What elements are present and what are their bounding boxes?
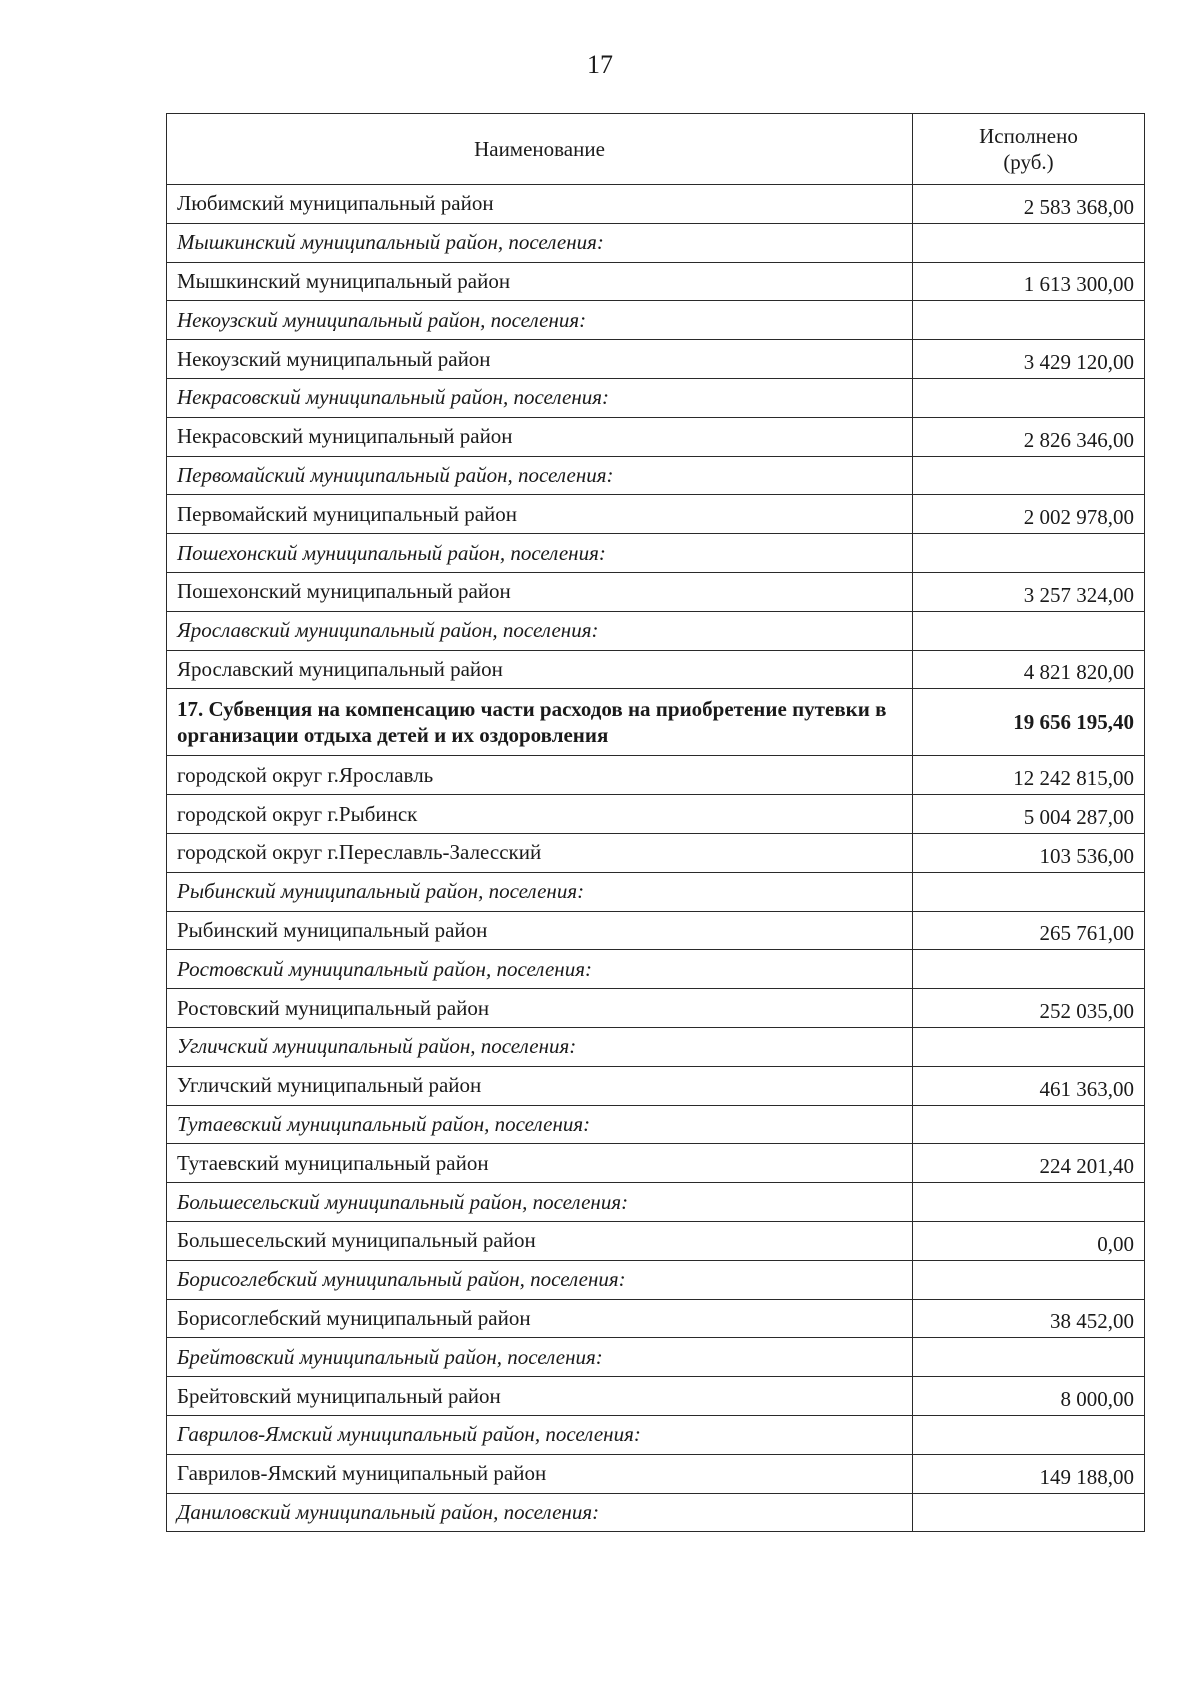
row-name-cell: Ростовский муниципальный район — [167, 989, 913, 1028]
row-amount-cell: 224 201,40 — [913, 1144, 1145, 1183]
row-name-cell: Тутаевский муниципальный район — [167, 1144, 913, 1183]
row-amount-cell: 38 452,00 — [913, 1299, 1145, 1338]
row-amount-cell: 19 656 195,40 — [913, 689, 1145, 756]
row-amount-cell: 103 536,00 — [913, 833, 1145, 872]
row-amount-cell — [913, 1027, 1145, 1066]
table-row — [167, 1299, 1145, 1338]
column-header-amount — [913, 114, 1145, 185]
row-name-cell: Некрасовский муниципальный район — [167, 417, 913, 456]
row-amount-cell — [913, 1338, 1145, 1377]
table-header — [167, 114, 1145, 185]
row-amount-cell — [913, 378, 1145, 417]
row-name-cell: Рыбинский муниципальный район, поселения: — [167, 872, 913, 911]
row-amount-cell: 265 761,00 — [913, 911, 1145, 950]
row-amount-cell — [913, 1260, 1145, 1299]
row-amount-cell: 0,00 — [913, 1221, 1145, 1260]
row-amount-cell: 2 002 978,00 — [913, 495, 1145, 534]
row-name-cell: Гаврилов-Ямский муниципальный район — [167, 1454, 913, 1493]
row-name-cell: Пошехонский муниципальный район — [167, 572, 913, 611]
row-name-cell: Любимский муниципальный район — [167, 185, 913, 224]
table-row — [167, 872, 1145, 911]
row-amount-cell: 8 000,00 — [913, 1377, 1145, 1416]
row-name-cell: Угличский муниципальный район, поселения: — [167, 1027, 913, 1066]
column-header-amount-line2: (руб.) — [1003, 150, 1054, 174]
row-amount-cell — [913, 1415, 1145, 1454]
row-name-cell: городской округ г.Ярославль — [167, 756, 913, 795]
table-row — [167, 756, 1145, 795]
row-name-cell: Гаврилов-Ямский муниципальный район, поселения: — [167, 1415, 913, 1454]
column-header-amount-line1: Исполнено — [979, 124, 1078, 148]
row-amount-cell — [913, 872, 1145, 911]
row-name-cell: Мышкинский муниципальный район — [167, 262, 913, 301]
row-name-cell: Борисоглебский муниципальный район — [167, 1299, 913, 1338]
table-row — [167, 611, 1145, 650]
table-row — [167, 301, 1145, 340]
row-name-cell: 17. Субвенция на компенсацию части расходов на приобретение путевки в организации отдыха детей и их оздоровления — [167, 689, 913, 756]
table-row — [167, 1260, 1145, 1299]
row-amount-cell — [913, 301, 1145, 340]
table-row — [167, 262, 1145, 301]
row-amount-cell — [913, 950, 1145, 989]
table-row — [167, 1338, 1145, 1377]
table-row — [167, 1221, 1145, 1260]
table-row — [167, 1066, 1145, 1105]
row-amount-cell: 4 821 820,00 — [913, 650, 1145, 689]
row-name-cell: Большесельский муниципальный район — [167, 1221, 913, 1260]
row-name-cell: Даниловский муниципальный район, поселения: — [167, 1493, 913, 1532]
table-row — [167, 223, 1145, 262]
row-amount-cell: 1 613 300,00 — [913, 262, 1145, 301]
row-name-cell: Тутаевский муниципальный район, поселения: — [167, 1105, 913, 1144]
table-row — [167, 950, 1145, 989]
table-row — [167, 495, 1145, 534]
row-name-cell: Ростовский муниципальный район, поселения: — [167, 950, 913, 989]
row-amount-cell — [913, 534, 1145, 573]
table-row — [167, 1027, 1145, 1066]
row-name-cell: Некрасовский муниципальный район, поселения: — [167, 378, 913, 417]
row-amount-cell: 12 242 815,00 — [913, 756, 1145, 795]
row-amount-cell — [913, 611, 1145, 650]
table-row — [167, 378, 1145, 417]
row-name-cell: Некоузский муниципальный район, поселения: — [167, 301, 913, 340]
table-row — [167, 1377, 1145, 1416]
row-name-cell: городской округ г.Рыбинск — [167, 795, 913, 834]
table-row — [167, 795, 1145, 834]
row-name-cell: Ярославский муниципальный район, поселения: — [167, 611, 913, 650]
table-row — [167, 1105, 1145, 1144]
row-amount-cell: 252 035,00 — [913, 989, 1145, 1028]
row-amount-cell — [913, 223, 1145, 262]
table-row — [167, 833, 1145, 872]
table-row — [167, 911, 1145, 950]
table-row — [167, 572, 1145, 611]
row-name-cell: Брейтовский муниципальный район, поселения: — [167, 1338, 913, 1377]
table-row — [167, 1493, 1145, 1532]
row-amount-cell: 2 826 346,00 — [913, 417, 1145, 456]
table-row — [167, 340, 1145, 379]
row-amount-cell: 3 429 120,00 — [913, 340, 1145, 379]
row-name-cell: городской округ г.Переславль-Залесский — [167, 833, 913, 872]
row-name-cell: Некоузский муниципальный район — [167, 340, 913, 379]
row-name-cell: Мышкинский муниципальный район, поселения: — [167, 223, 913, 262]
table-row — [167, 1454, 1145, 1493]
table-row — [167, 689, 1145, 756]
row-name-cell: Большесельский муниципальный район, поселения: — [167, 1183, 913, 1222]
row-name-cell: Брейтовский муниципальный район — [167, 1377, 913, 1416]
column-header-name: Наименование — [167, 114, 913, 185]
table-row — [167, 185, 1145, 224]
table-body — [167, 185, 1145, 1532]
table-row — [167, 456, 1145, 495]
table-row — [167, 1415, 1145, 1454]
table-row — [167, 534, 1145, 573]
row-name-cell: Пошехонский муниципальный район, поселения: — [167, 534, 913, 573]
table-row — [167, 1144, 1145, 1183]
row-name-cell: Ярославский муниципальный район — [167, 650, 913, 689]
row-amount-cell — [913, 1105, 1145, 1144]
row-amount-cell — [913, 456, 1145, 495]
row-amount-cell: 461 363,00 — [913, 1066, 1145, 1105]
row-amount-cell — [913, 1493, 1145, 1532]
page-number: 17 — [587, 50, 613, 79]
row-name-cell: Рыбинский муниципальный район — [167, 911, 913, 950]
row-amount-cell: 3 257 324,00 — [913, 572, 1145, 611]
row-amount-cell: 5 004 287,00 — [913, 795, 1145, 834]
table-row — [167, 650, 1145, 689]
row-amount-cell: 149 188,00 — [913, 1454, 1145, 1493]
budget-execution-table — [166, 113, 1145, 1532]
row-name-cell: Борисоглебский муниципальный район, поселения: — [167, 1260, 913, 1299]
row-name-cell: Первомайский муниципальный район, поселения: — [167, 456, 913, 495]
table-row — [167, 417, 1145, 456]
row-amount-cell: 2 583 368,00 — [913, 185, 1145, 224]
row-name-cell: Первомайский муниципальный район — [167, 495, 913, 534]
table-row — [167, 1183, 1145, 1222]
row-amount-cell — [913, 1183, 1145, 1222]
row-name-cell: Угличский муниципальный район — [167, 1066, 913, 1105]
table-row — [167, 989, 1145, 1028]
